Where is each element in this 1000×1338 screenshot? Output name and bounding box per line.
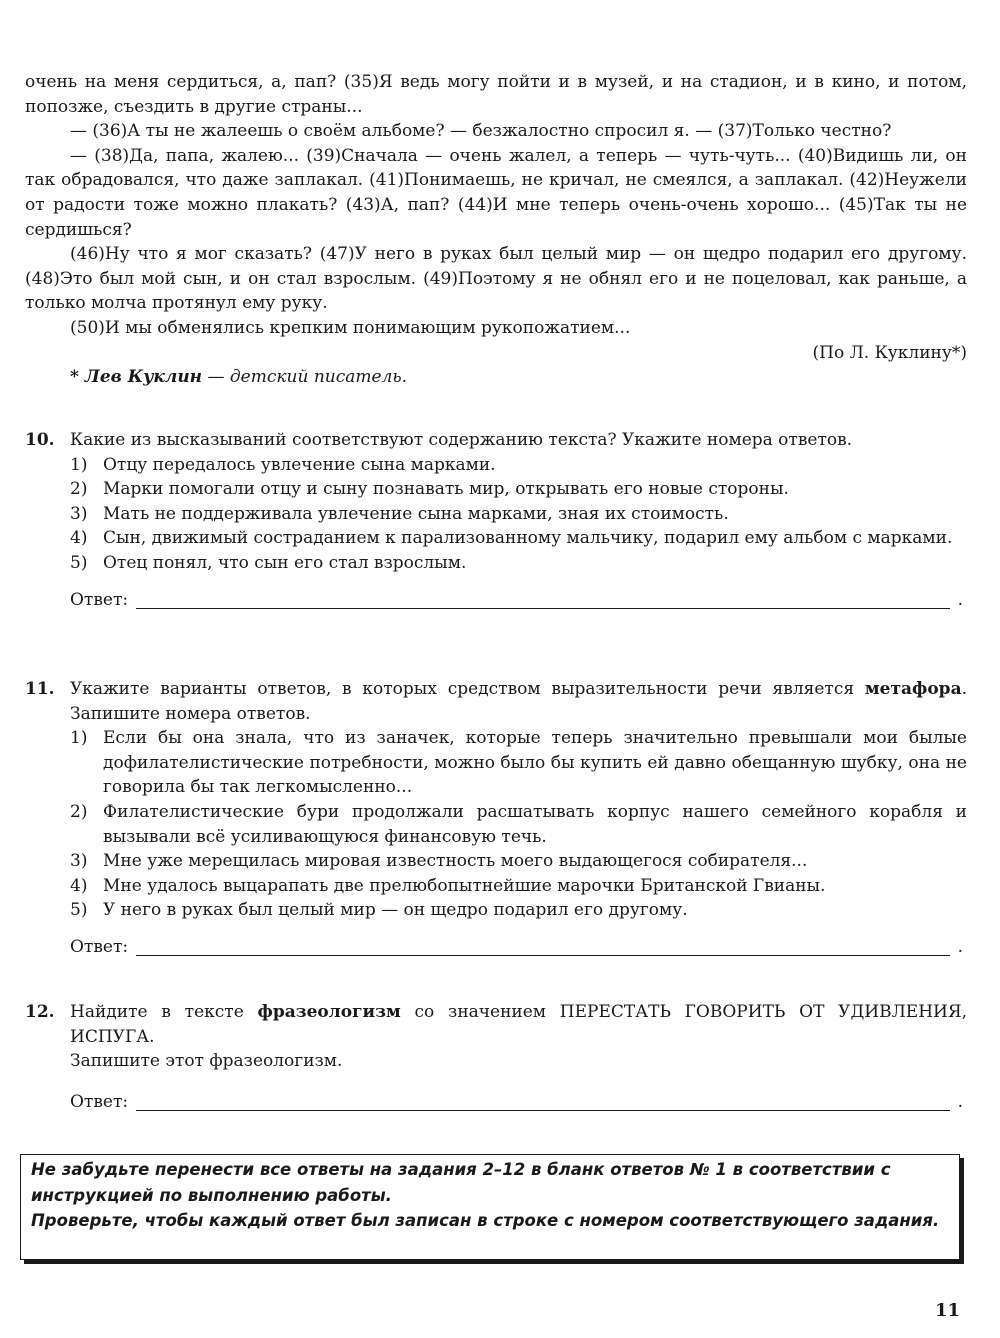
answer-line[interactable]: [136, 608, 950, 609]
story-paragraph: — (36)А ты не жалеешь о своём альбоме? — безжалостно спросил я. — (37)Только честно?: [70, 121, 892, 142]
answer-label: Ответ:: [70, 589, 129, 610]
question-text: . Запишите номера ответов.: [70, 679, 967, 724]
task-question: [70, 1000, 967, 1049]
answer-field[interactable]: [70, 933, 967, 961]
option-text: Марки помогали отцу и сыну познавать мир, открывать его новые стороны.: [103, 479, 789, 500]
story-source: (По Л. Куклину*): [812, 342, 967, 363]
question-text: Укажите варианты ответов, в которых средством выразительности речи является: [70, 679, 865, 699]
task-instruction: Запишите этот фразеологизм.: [70, 1051, 343, 1072]
reminder-line: Не забудьте перенести все ответы на задания 2–12 в бланк ответов № 1 в соответствии с инструкцией по выполнению работы.: [31, 1160, 891, 1205]
page-number: 11: [934, 1300, 960, 1321]
option-text: Мне удалось выцарапать две прелюбопытнейшие марочки Британской Гвианы.: [103, 875, 826, 896]
answer-line[interactable]: [136, 1110, 950, 1111]
answer-end: .: [957, 1091, 963, 1112]
option-number: 5): [70, 552, 88, 573]
option-text: Филателистические бури продолжали расшатывать корпус нашего семейного корабля и вызывали всё усиливающуюся финансовую течь.: [103, 801, 967, 847]
option-item: [70, 551, 967, 576]
answer-label: Ответ:: [70, 1091, 129, 1112]
question-text: со значением ПЕРЕСТАТЬ ГОВОРИТЬ ОТ УДИВЛЕНИЯ, ИСПУГА.: [70, 1002, 967, 1047]
option-text: Если бы она знала, что из заначек, которые теперь значительно превышали мои былые дофилателистические потребности, можно было бы купить ей давно обещанную шубку, она не говорила бы так легкомысленно...: [103, 728, 967, 798]
task-11: [25, 677, 967, 961]
option-item: [70, 477, 967, 502]
task-number: 10.: [25, 430, 55, 450]
option-number: 5): [70, 900, 88, 921]
option-item: [70, 726, 967, 800]
option-number: 3): [70, 851, 88, 872]
answer-field[interactable]: [70, 586, 967, 614]
option-item: [70, 502, 967, 527]
option-list: [70, 453, 967, 576]
option-text: Мать не поддерживала увлечение сына марками, зная их стоимость.: [103, 503, 729, 524]
option-text: Сын, движимый состраданием к парализованному мальчику, подарил ему альбом с марками.: [103, 528, 953, 549]
option-text: Отец понял, что сын его стал взрослым.: [103, 552, 467, 573]
task-question: Какие из высказываний соответствуют содержанию текста? Укажите номера ответов.: [70, 430, 853, 450]
story-paragraph: (50)И мы обменялись крепким понимающим рукопожатием...: [70, 317, 631, 338]
task-number: 12.: [25, 1002, 55, 1022]
option-number: 1): [70, 728, 88, 749]
question-keyword: фразеологизм: [257, 1002, 401, 1022]
task-number: 11.: [25, 679, 55, 699]
answer-field[interactable]: [70, 1088, 967, 1116]
option-item: [70, 849, 967, 874]
option-number: 3): [70, 503, 88, 524]
option-number: 1): [70, 454, 88, 475]
answer-end: .: [957, 589, 963, 610]
answer-end: .: [957, 936, 963, 957]
answer-line[interactable]: [136, 955, 950, 956]
option-number: 2): [70, 479, 88, 500]
story-text: [25, 70, 967, 390]
reminder-line: Проверьте, чтобы каждый ответ был записан в строке с номером соответствующего задания.: [31, 1211, 940, 1230]
option-text: Мне уже мерещилась мировая известность моего выдающегося собирателя...: [103, 851, 808, 872]
question-text: Найдите в тексте: [70, 1002, 258, 1022]
option-item: [70, 526, 967, 551]
option-number: 2): [70, 801, 88, 822]
footnote: [25, 365, 967, 390]
task-10: [25, 428, 967, 614]
story-paragraph: (46)Ну что я мог сказать? (47)У него в руках был целый мир — он щедро подарил его другому. (48)Это был мой сын, и он стал взрослым. (49)Поэтому я не обнял его и не поцеловал, как раньше, а только молча протянул ему руку.: [25, 244, 967, 314]
option-text: У него в руках был целый мир — он щедро подарил его другому.: [103, 900, 688, 921]
story-paragraph: очень на меня сердиться, а, пап? (35)Я ведь могу пойти и в музей, и на стадион, и в кино, и потом, попозже, съездить в другие страны...: [25, 72, 967, 117]
option-number: 4): [70, 528, 88, 549]
option-number: 4): [70, 875, 88, 896]
option-item: [70, 800, 967, 849]
task-question: [70, 677, 967, 726]
footnote-text: — детский писатель.: [202, 367, 408, 388]
task-12: [25, 1000, 967, 1116]
option-item: [70, 874, 967, 899]
option-text: Отцу передалось увлечение сына марками.: [103, 454, 496, 475]
story-paragraph: — (38)Да, папа, жалею... (39)Сначала — очень жалел, а теперь — чуть-чуть... (40)Видишь ли, он так обрадовался, что даже заплакал. (41)Понимаешь, не кричал, не смеялся, а заплакал. (42)Неужели от радости тоже можно плакать? (43)А, пап? (44)И мне теперь очень-очень хорошо... (45)Так ты не сердишься?: [25, 145, 967, 240]
answer-label: Ответ:: [70, 936, 129, 957]
option-item: [70, 898, 967, 923]
footnote-name: * Лев Куклин: [70, 367, 203, 388]
reminder-box: [20, 1154, 960, 1260]
option-item: [70, 453, 967, 478]
option-list: [70, 726, 967, 923]
question-keyword: метафора: [864, 679, 962, 699]
